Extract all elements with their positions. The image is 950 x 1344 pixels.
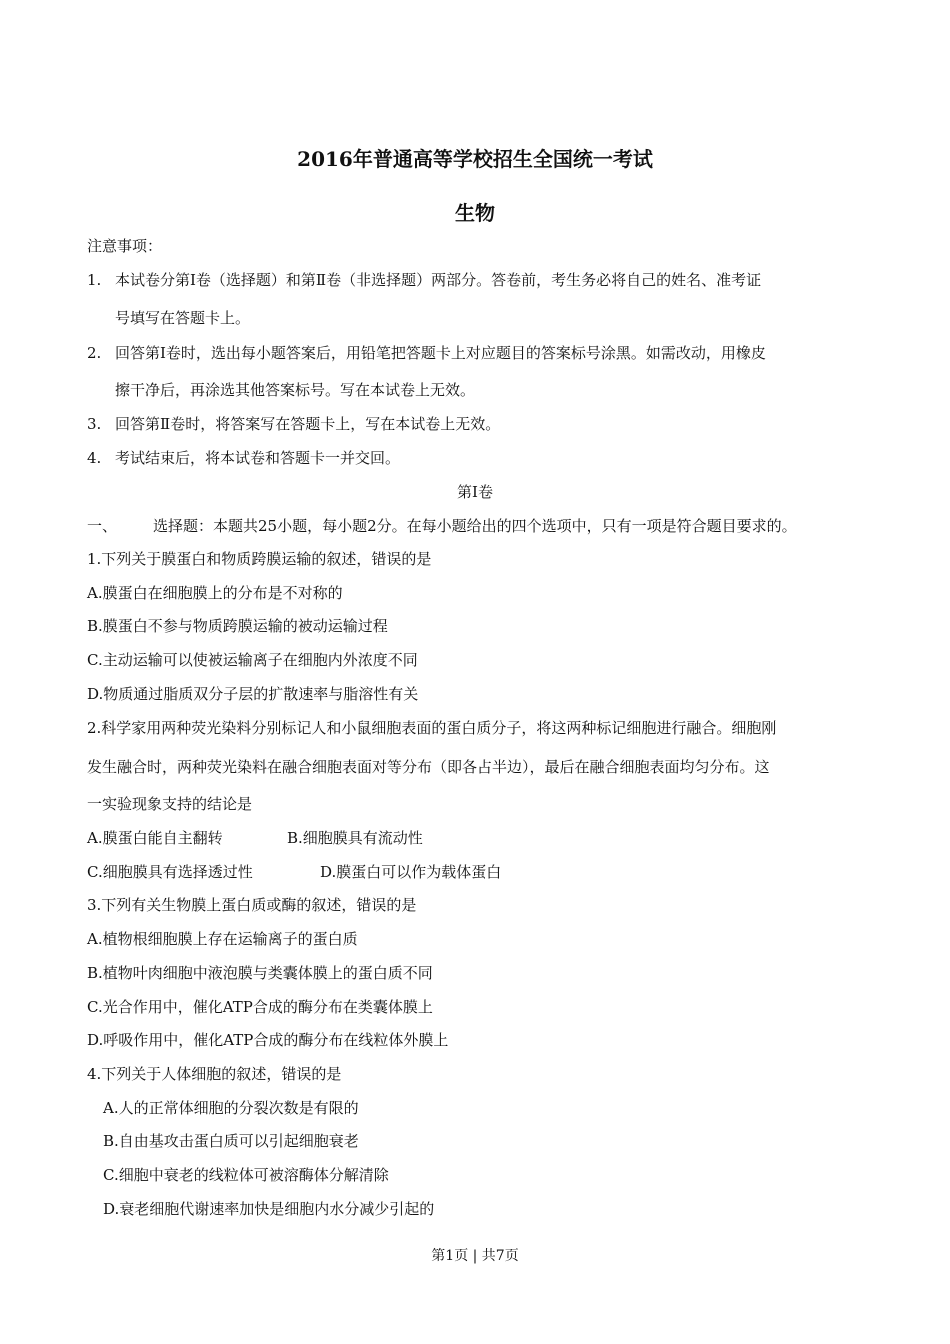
question-2-stem-line-1: 2.科学家用两种荧光染料分别标记人和小鼠细胞表面的蛋白质分子，将这两种标记细胞进行融合。细胞刚 — [87, 719, 777, 737]
question-2-option-d: D.膜蛋白可以作为载体蛋白 — [320, 863, 502, 881]
question-3-stem: 3.下列有关生物膜上蛋白质或酶的叙述，错误的是 — [87, 896, 417, 914]
note-text: 回答第Ⅱ卷时，将答案写在答题卡上，写在本试卷上无效。 — [115, 415, 501, 433]
question-4-option-b: B.自由基攻击蛋白质可以引起细胞衰老 — [103, 1132, 359, 1150]
note-number: 4. — [87, 449, 102, 467]
question-4-option-c: C.细胞中衰老的线粒体可被溶酶体分解清除 — [103, 1166, 389, 1184]
question-1-option-d: D.物质通过脂质双分子层的扩散速率与脂溶性有关 — [87, 685, 419, 703]
note-item-1-continued: 号填写在答题卡上。 — [115, 309, 251, 327]
part-heading — [87, 516, 797, 536]
note-text: 本试卷分第Ⅰ卷（选择题）和第Ⅱ卷（非选择题）两部分。答卷前，考生务必将自己的姓名、准考证 — [115, 271, 762, 289]
note-text: 回答第Ⅰ卷时，选出每小题答案后，用铅笔把答题卡上对应题目的答案标号涂黑。如需改动，用橡皮 — [115, 344, 766, 362]
note-item-2 — [87, 343, 766, 363]
note-item-3 — [87, 414, 500, 434]
part-instructions: 选择题：本题共25小题，每小题2分。在每小题给出的四个选项中，只有一项是符合题目要求的。 — [153, 517, 797, 535]
question-1-option-c: C.主动运输可以使被运输离子在细胞内外浓度不同 — [87, 651, 418, 669]
question-1-option-b: B.膜蛋白不参与物质跨膜运输的被动运输过程 — [87, 617, 388, 635]
note-item-2-continued: 擦干净后，再涂选其他答案标号。写在本试卷上无效。 — [115, 381, 476, 399]
question-3-option-d: D.呼吸作用中，催化ATP合成的酶分布在线粒体外膜上 — [87, 1031, 449, 1049]
question-2-option-b: B.细胞膜具有流动性 — [287, 829, 423, 847]
part-number: 一、 — [87, 517, 118, 535]
question-2-option-a: A.膜蛋白能自主翻转 — [87, 829, 223, 847]
question-4-stem: 4.下列关于人体细胞的叙述，错误的是 — [87, 1065, 342, 1083]
question-1-stem: 1.下列关于膜蛋白和物质跨膜运输的叙述，错误的是 — [87, 550, 432, 568]
question-2-stem-line-2: 发生融合时，两种荧光染料在融合细胞表面对等分布（即各占半边），最后在融合细胞表面均匀分布。这 — [87, 758, 770, 776]
note-number: 3. — [87, 415, 102, 433]
question-3-option-a: A.植物根细胞膜上存在运输离子的蛋白质 — [87, 930, 358, 948]
note-text: 考试结束后，将本试卷和答题卡一并交回。 — [115, 449, 401, 467]
page-footer: 第1页 | 共7页 — [431, 1248, 519, 1264]
subject-title: 生物 — [455, 201, 495, 225]
note-item-4 — [87, 448, 400, 468]
notes-heading: 注意事项： — [87, 237, 163, 255]
question-3-option-b: B.植物叶肉细胞中液泡膜与类囊体膜上的蛋白质不同 — [87, 964, 433, 982]
question-3-option-c: C.光合作用中，催化ATP合成的酶分布在类囊体膜上 — [87, 998, 433, 1016]
section-title: 第Ⅰ卷 — [457, 483, 493, 501]
question-2-stem-line-3: 一实验现象支持的结论是 — [87, 795, 253, 813]
note-number: 2. — [87, 344, 102, 362]
note-item-1 — [87, 270, 761, 290]
question-1-option-a: A.膜蛋白在细胞膜上的分布是不对称的 — [87, 584, 343, 602]
exam-title: 2016年普通高等学校招生全国统一考试 — [297, 147, 653, 171]
question-4-option-d: D.衰老细胞代谢速率加快是细胞内水分减少引起的 — [103, 1200, 435, 1218]
note-number: 1. — [87, 271, 102, 289]
question-2-option-c: C.细胞膜具有选择透过性 — [87, 863, 253, 881]
question-4-option-a: A.人的正常体细胞的分裂次数是有限的 — [103, 1099, 359, 1117]
